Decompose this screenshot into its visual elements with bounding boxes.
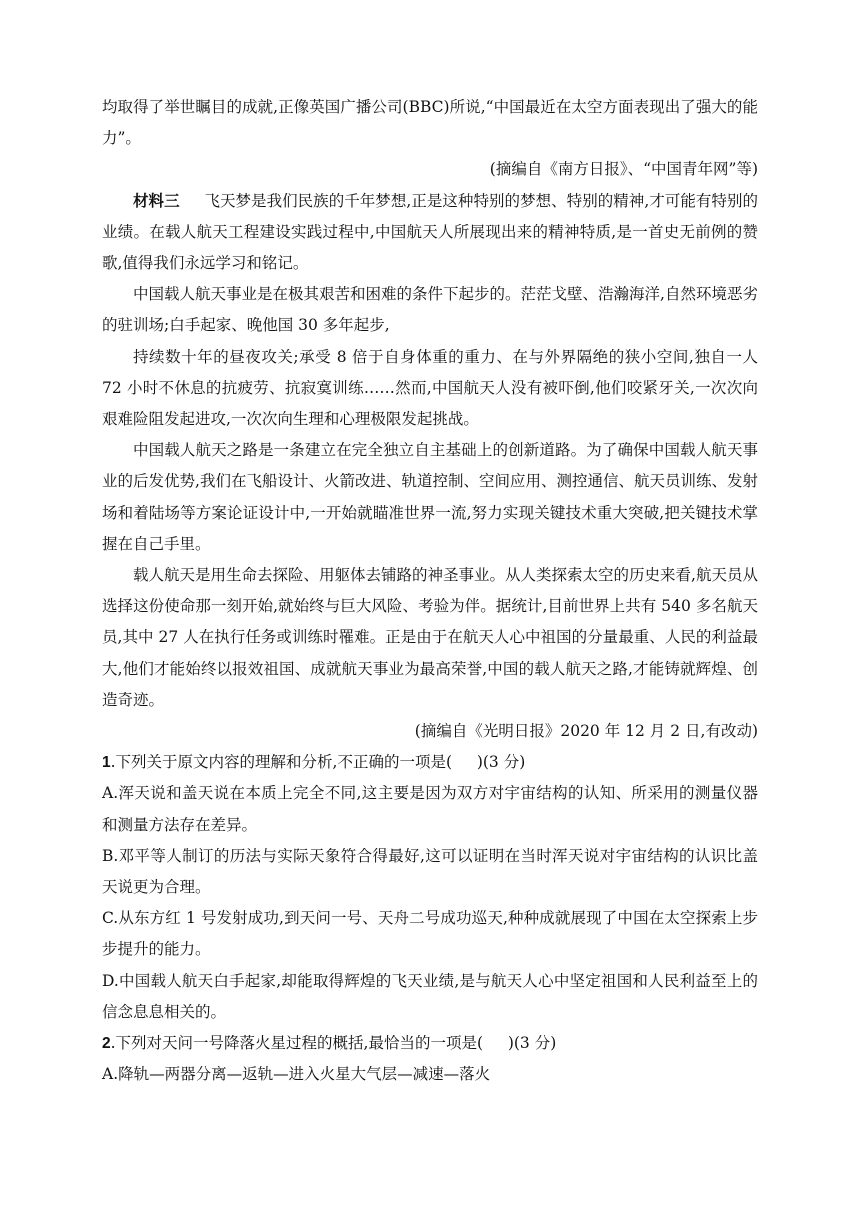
source-citation-3: (摘编自《光明日报》2020 年 12 月 2 日,有改动) <box>414 722 758 741</box>
question-1-stem: 1.下列关于原文内容的理解和分析,不正确的一项是( )(3 分) <box>102 753 526 772</box>
material-3-paragraph-1 <box>102 186 758 280</box>
material-3-text-1: 飞天梦是我们民族的千年梦想,正是这种特别的梦想、特别的精神,才可能有特别的业绩。在载人航天工程建设实践过程中,中国航天人所展现出来的精神特质,是一首史无前例的赞歌,值得我们永远学习和铭记。 <box>102 191 758 273</box>
material-3-paragraph-3: 持续数十年的昼夜攻关;承受 8 倍于自身体重的重力、在与外界隔绝的狭小空间,独自一人 72 小时不休息的抗疲劳、抗寂寞训练……然而,中国航天人没有被吓倒,他们咬紧牙关,一次次向艰难险阻发起进攻,一次次向生理和心理极限发起挑战。 <box>102 347 758 429</box>
question-2-number: 2 <box>102 1035 111 1053</box>
question-2-stem: 2.下列对天问一号降落火星过程的概括,最恰当的一项是( )(3 分) <box>102 1034 557 1053</box>
question-1-option-c: C.从东方红 1 号发射成功,到天问一号、天舟二号成功巡天,种种成就展现了中国在太空探索上步步提升的能力。 <box>102 909 758 959</box>
material-3-label: 材料三 <box>133 191 180 210</box>
question-2-option-a: A.降轨—两器分离—返轨—进入火星大气层—减速—落火 <box>102 1065 491 1084</box>
question-1-option-d: D.中国载人航天白手起家,却能取得辉煌的飞天业绩,是与航天人心中坚定祖国和人民利益至上的信念息息相关的。 <box>102 971 758 1021</box>
material-3-paragraph-5: 载人航天是用生命去探险、用躯体去铺路的神圣事业。从人类探索太空的历史来看,航天员从选择这份使命那一刻开始,就始终与巨大风险、考验为伴。据统计,目前世界上共有 540 多名航天员,其中 27 人在执行任务或训练时罹难。正是由于在航天人心中祖国的分量最重、人民的利益最大,他们才能始终以报效祖国、成就航天事业为最高荣誉,中国的载人航天之路,才能铸就辉煌、创造奇迹。 <box>102 566 758 709</box>
question-1-number: 1 <box>102 754 111 772</box>
source-citation-2: (摘编自《南方日报》、“中国青年网”等) <box>489 160 758 179</box>
material-3-paragraph-4: 中国载人航天之路是一条建立在完全独立自主基础上的创新道路。为了确保中国载人航天事业的后发优势,我们在飞船设计、火箭改进、轨道控制、空间应用、测控通信、航天员训练、发射场和着陆场等方案论证设计中,一开始就瞄准世界一流,努力实现关键技术重大突破,把关键技术掌握在自己手里。 <box>102 441 758 553</box>
material-3-paragraph-2: 中国载人航天事业是在极其艰苦和困难的条件下起步的。茫茫戈壁、浩瀚海洋,自然环境恶劣的驻训场;白手起家、晚他国 30 多年起步, <box>102 285 758 335</box>
question-1-option-a: A.浑天说和盖天说在本质上完全不同,这主要是因为双方对宇宙结构的认知、所采用的测量仪器和测量方法存在差异。 <box>102 784 758 834</box>
paragraph-continued: 均取得了举世瞩目的成就,正像英国广播公司(BBC)所说,“中国最近在太空方面表现出了强大的能力”。 <box>102 98 758 148</box>
question-1-option-b: B.邓平等人制订的历法与实际天象符合得最好,这可以证明在当时浑天说对宇宙结构的认识比盖天说更为合理。 <box>102 846 758 897</box>
document-page <box>102 92 758 1091</box>
